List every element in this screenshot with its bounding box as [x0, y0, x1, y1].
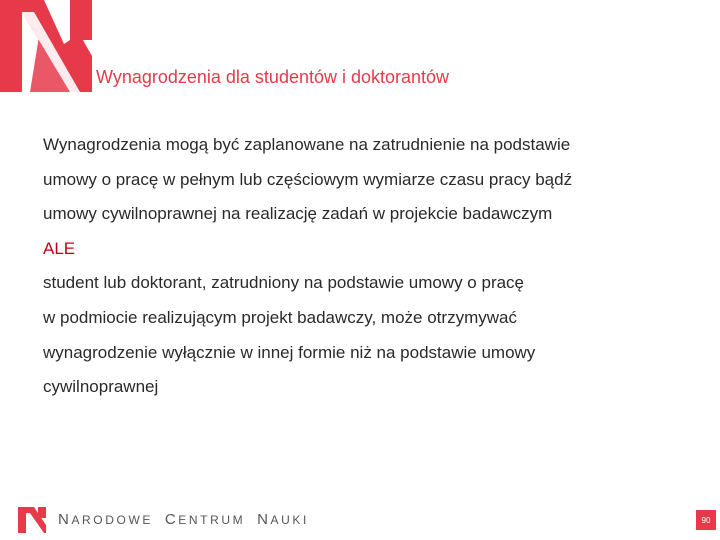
ncn-logo-icon: [0, 0, 92, 92]
footer-org-name: [58, 511, 309, 528]
footer-word: NARODOWE: [58, 511, 153, 528]
footer-logo-icon: [18, 507, 46, 533]
body-line: w podmiocie realizującym projekt badawczy, może otrzymywać: [43, 307, 517, 327]
footer-word: NAUKI: [257, 511, 309, 528]
footer-word: CENTRUM: [164, 511, 246, 528]
body-line: umowy cywilnoprawnej na realizację zadań w projekcie badawczym: [43, 204, 553, 224]
emphasis-ale: ALE: [43, 238, 76, 258]
body-line: cywilnoprawnej: [43, 377, 159, 397]
body-line: wynagrodzenie wyłącznie w innej formie niż na podstawie umowy: [43, 342, 536, 362]
body-line: Wynagrodzenia mogą być zaplanowane na zatrudnienie na podstawie: [43, 135, 571, 154]
body-line: umowy o pracę w pełnym lub częściowym wymiarze czasu pracy bądź: [43, 169, 573, 189]
body-line: student lub doktorant, zatrudniony na podstawie umowy o pracę: [43, 273, 525, 293]
page-number-badge: 90: [696, 510, 716, 530]
slide-body: [43, 133, 683, 410]
slide-title: Wynagrodzenia dla studentów i doktorantów: [96, 67, 450, 87]
